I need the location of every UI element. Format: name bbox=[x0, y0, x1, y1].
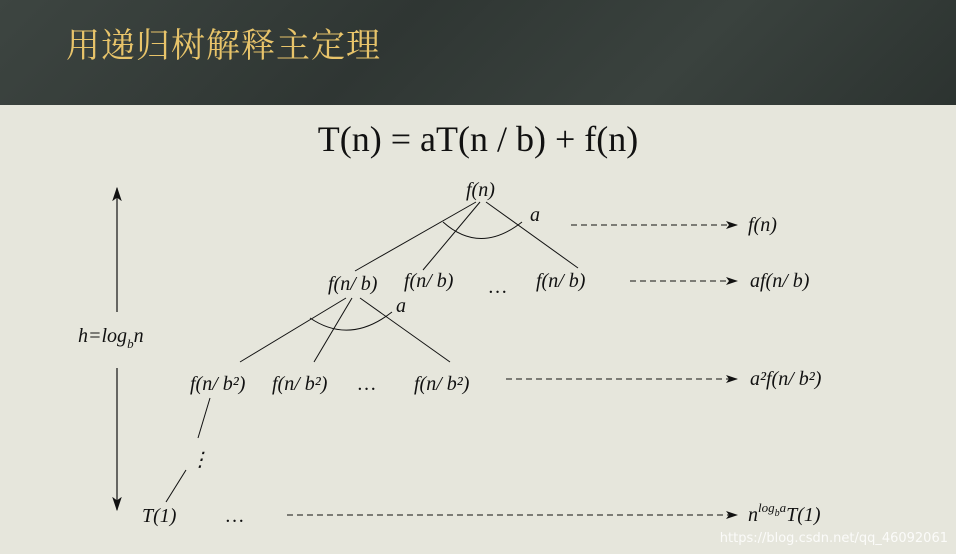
edge-to-leaf bbox=[166, 470, 186, 502]
level2-node-1: f(n/ b²) bbox=[190, 373, 246, 395]
leaf-node: T(1) bbox=[142, 505, 177, 527]
branch-label-mid: a bbox=[396, 295, 406, 317]
vertical-dots: ⋮ bbox=[190, 449, 210, 471]
leaf-dots: … bbox=[226, 505, 244, 527]
watermark: https://blog.csdn.net/qq_46092061 bbox=[719, 531, 948, 546]
level2-dots: … bbox=[358, 373, 376, 395]
sum-level1: af(n/ b) bbox=[750, 270, 810, 292]
edge-l2-down bbox=[198, 398, 210, 438]
edge-root-l1-a bbox=[355, 202, 476, 271]
level2-node-3: f(n/ b²) bbox=[414, 373, 470, 395]
sum-level0: f(n) bbox=[748, 214, 777, 236]
recurrence-equation: T(n) = aT(n / b) + f(n) bbox=[317, 119, 639, 159]
level2-node-2: f(n/ b²) bbox=[272, 373, 328, 395]
level1-node-1: f(n/ b) bbox=[328, 273, 378, 295]
branch-label-top: a bbox=[530, 204, 540, 226]
slide-title: 用递归树解释主定理 bbox=[66, 26, 381, 66]
sum-leaf: $n^{log}_b^aT(1)$ bbox=[748, 500, 821, 526]
level1-node-2: f(n/ b) bbox=[404, 270, 454, 292]
branch-arc-mid bbox=[310, 312, 392, 330]
edge-root-l1-b bbox=[423, 202, 480, 270]
sum-level2: a²f(n/ b²) bbox=[750, 368, 822, 390]
level1-dots: … bbox=[489, 276, 507, 298]
root-node: f(n) bbox=[466, 179, 495, 201]
height-label: $h=\log_bn$ bbox=[78, 325, 144, 351]
edge-l1-l2-a bbox=[240, 298, 346, 362]
branch-arc-top bbox=[443, 222, 522, 239]
level1-node-3: f(n/ b) bbox=[536, 270, 586, 292]
